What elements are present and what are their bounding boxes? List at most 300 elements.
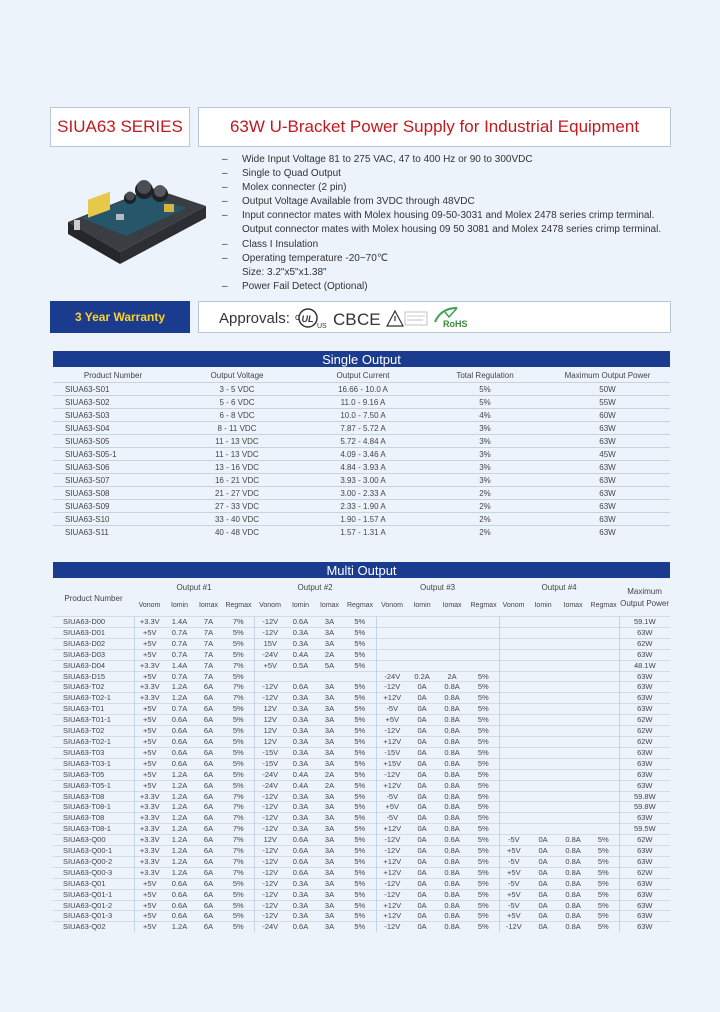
table-cell: 0A (408, 922, 436, 932)
table-cell: 0.3A (286, 736, 315, 747)
table-cell: 5% (468, 769, 499, 780)
table-cell: 5% (344, 693, 376, 704)
table-cell: 7% (223, 846, 254, 857)
table-cell (528, 704, 558, 715)
table-cell: 12V (254, 715, 286, 726)
table-cell: 5% (223, 627, 254, 638)
table-cell: 3A (315, 758, 344, 769)
table-cell: -12V (254, 682, 286, 693)
table-cell: 0A (408, 878, 436, 889)
table-cell (558, 813, 588, 824)
table-row (53, 660, 670, 671)
table-cell: 63W (545, 526, 670, 539)
table-cell: 5% (468, 704, 499, 715)
product-number: SIUA63-D15 (53, 671, 134, 682)
table-cell (588, 682, 619, 693)
table-cell: 0.8A (436, 889, 468, 900)
table-cell: 0.3A (286, 824, 315, 835)
product-number: SIUA63-T08-1 (53, 802, 134, 813)
table-cell: +3.3V (134, 824, 165, 835)
table-cell: 0A (408, 693, 436, 704)
table-cell: 62W (619, 736, 670, 747)
table-cell: 5% (344, 911, 376, 922)
table-cell (558, 693, 588, 704)
table-cell: +3.3V (134, 846, 165, 857)
table-cell: +5V (134, 704, 165, 715)
us-mark-text: US (317, 323, 327, 330)
table-cell: 2% (425, 500, 545, 513)
table-cell (468, 660, 499, 671)
table-cell: 0.8A (558, 911, 588, 922)
table-cell: 3% (425, 448, 545, 461)
table-cell: 5% (588, 889, 619, 900)
table-cell: +5V (134, 627, 165, 638)
table-cell (528, 780, 558, 791)
table-cell: -12V (254, 846, 286, 857)
table-cell: 0A (408, 758, 436, 769)
table-cell: 2A (436, 671, 468, 682)
table-cell: 0.6A (286, 682, 315, 693)
table-cell: 5 - 6 VDC (173, 396, 301, 409)
table-cell (499, 736, 528, 747)
table-cell: 3A (315, 911, 344, 922)
table-cell: 0.3A (286, 878, 315, 889)
table-cell (558, 802, 588, 813)
table-cell (499, 649, 528, 660)
table-cell: 5A (315, 660, 344, 671)
table-cell: 27 - 33 VDC (173, 500, 301, 513)
table-cell: -12V (376, 878, 408, 889)
bullet-dash: – (222, 196, 228, 208)
table-cell (528, 726, 558, 737)
table-cell: +3.3V (134, 867, 165, 878)
table-cell: 6A (194, 900, 223, 911)
table-cell: 6A (194, 682, 223, 693)
table-cell: +3.3V (134, 791, 165, 802)
table-cell: -12V (254, 693, 286, 704)
warning-mark-icon (387, 311, 427, 326)
table-cell: -12V (254, 856, 286, 867)
table-cell: 6A (194, 856, 223, 867)
table-cell: 5% (468, 758, 499, 769)
product-number: SIUA63-S07 (53, 474, 173, 487)
table-cell: 5% (468, 736, 499, 747)
table-cell: 63W (619, 813, 670, 824)
table-cell: 6A (194, 693, 223, 704)
output-group-header: Output #1 (176, 582, 212, 592)
table-cell: -5V (376, 704, 408, 715)
table-cell: 59.8W (619, 802, 670, 813)
product-number: SIUA63-T02-1 (53, 693, 134, 704)
table-cell: 5% (223, 769, 254, 780)
table-cell: 6A (194, 878, 223, 889)
table-cell: 1.2A (165, 835, 194, 846)
table-cell: 5% (588, 911, 619, 922)
table-cell: -12V (254, 900, 286, 911)
table-cell: 1.57 - 1.31 A (301, 526, 425, 539)
table-cell: 0.4A (286, 780, 315, 791)
table-cell: 3A (315, 627, 344, 638)
table-row (53, 513, 670, 526)
table-cell: 63W (619, 671, 670, 682)
table-cell: 0.6A (286, 867, 315, 878)
table-cell: +3.3V (134, 813, 165, 824)
table-cell (558, 780, 588, 791)
column-subheader: Iomin (291, 601, 310, 609)
table-cell: 1.2A (165, 791, 194, 802)
table-cell: 0.3A (286, 715, 315, 726)
table-cell: 0.7A (165, 704, 194, 715)
table-cell: 5% (344, 856, 376, 867)
table-cell: 0A (408, 900, 436, 911)
table-cell: 8 - 11 VDC (173, 422, 301, 435)
table-cell: +12V (376, 911, 408, 922)
table-cell (376, 617, 408, 628)
table-cell: 63W (619, 900, 670, 911)
table-cell (436, 627, 468, 638)
table-cell: 0.6A (286, 922, 315, 932)
table-cell: 0A (408, 682, 436, 693)
table-row (53, 448, 670, 461)
feature-item (222, 181, 692, 195)
table-cell: 0A (408, 791, 436, 802)
rohs-mark-icon (435, 308, 468, 329)
table-cell: 0.8A (436, 682, 468, 693)
table-cell: 0.3A (286, 627, 315, 638)
table-cell: -12V (376, 922, 408, 932)
table-cell: -15V (254, 758, 286, 769)
table-cell: 1.2A (165, 780, 194, 791)
feature-item (222, 238, 692, 252)
table-cell: 6A (194, 769, 223, 780)
table-cell: 63W (619, 769, 670, 780)
table-cell: 0.8A (558, 889, 588, 900)
table-cell: -5V (376, 813, 408, 824)
feature-item (222, 280, 692, 294)
table-cell (528, 791, 558, 802)
table-cell: 0.6A (436, 835, 468, 846)
table-cell: 5% (344, 813, 376, 824)
table-row (53, 526, 670, 539)
multi-output-bar (53, 562, 670, 578)
table-cell: 0.8A (436, 693, 468, 704)
product-number: SIUA63-Q01-1 (53, 889, 134, 900)
table-cell: 63W (619, 693, 670, 704)
table-cell: -5V (499, 856, 528, 867)
table-cell: 16 - 21 VDC (173, 474, 301, 487)
table-cell: 0.3A (286, 758, 315, 769)
table-cell: 5% (468, 747, 499, 758)
feature-item (222, 167, 692, 181)
feature-text: Input connector mates with Molex housing 09-50-3031 and Molex 2478 series crimp terminal. (242, 210, 655, 222)
table-cell: +5V (134, 747, 165, 758)
table-cell: 5% (468, 824, 499, 835)
table-cell: 63W (619, 758, 670, 769)
table-row (53, 769, 670, 780)
table-cell: +5V (376, 715, 408, 726)
table-cell: 0A (408, 824, 436, 835)
table-cell: 3.00 - 2.33 A (301, 487, 425, 500)
table-cell: -24V (376, 671, 408, 682)
product-number: SIUA63-T01-1 (53, 715, 134, 726)
table-cell: -12V (254, 617, 286, 628)
table-cell: 63W (619, 922, 670, 932)
table-cell: -12V (376, 835, 408, 846)
product-number: SIUA63-S01 (53, 383, 173, 396)
warranty-badge (50, 301, 190, 333)
table-cell: 0.8A (436, 758, 468, 769)
table-cell: 0A (408, 704, 436, 715)
table-cell (558, 758, 588, 769)
table-cell: 5% (344, 758, 376, 769)
column-subheader: Iomin (534, 601, 552, 609)
table-cell: 5% (223, 889, 254, 900)
table-cell: 12V (254, 736, 286, 747)
table-cell: 0.8A (436, 878, 468, 889)
table-cell: 5% (588, 922, 619, 932)
table-cell: +5V (134, 900, 165, 911)
table-cell: 11.0 - 9.16 A (301, 396, 425, 409)
table-cell: -12V (254, 867, 286, 878)
table-cell: 5% (468, 693, 499, 704)
feature-item (222, 209, 692, 223)
table-row (53, 758, 670, 769)
table-cell (376, 660, 408, 671)
table-cell: 0.3A (286, 704, 315, 715)
table-cell: 5% (344, 878, 376, 889)
column-subheader: Iomax (198, 601, 219, 609)
table-cell: 3A (315, 835, 344, 846)
product-number: SIUA63-S09 (53, 500, 173, 513)
table-cell: 0.3A (286, 726, 315, 737)
ul-mark-text: UL (301, 314, 314, 324)
product-number: SIUA63-D04 (53, 660, 134, 671)
table-cell: 6A (194, 715, 223, 726)
table-cell: +5V (134, 769, 165, 780)
table-cell: 50W (545, 383, 670, 396)
table-cell (558, 660, 588, 671)
table-cell: 0A (408, 856, 436, 867)
table-cell: 63W (545, 435, 670, 448)
feature-text: Operating temperature -20~70℃ (242, 252, 389, 264)
table-cell: +3.3V (134, 693, 165, 704)
table-cell: 7A (194, 671, 223, 682)
table-cell: 5% (588, 835, 619, 846)
table-cell: 5% (468, 682, 499, 693)
table-cell: +5V (134, 638, 165, 649)
table-cell: 3A (315, 802, 344, 813)
table-cell: 6A (194, 736, 223, 747)
table-cell: +12V (376, 867, 408, 878)
table-cell: 21 - 27 VDC (173, 487, 301, 500)
table-cell: 0A (408, 835, 436, 846)
table-cell: 5% (425, 383, 545, 396)
table-cell: -12V (254, 791, 286, 802)
feature-list (222, 153, 692, 294)
table-cell (528, 736, 558, 747)
table-cell: 12V (254, 726, 286, 737)
table-cell (528, 617, 558, 628)
table-cell: +5V (499, 846, 528, 857)
table-cell: 7% (223, 682, 254, 693)
feature-text: Molex connecter (2 pin) (242, 182, 347, 194)
table-row (53, 435, 670, 448)
column-header: Maximum Output Power (620, 587, 670, 608)
table-cell (588, 715, 619, 726)
table-cell (528, 824, 558, 835)
approvals-box (198, 301, 671, 333)
table-cell: 5% (468, 715, 499, 726)
table-cell (499, 682, 528, 693)
table-cell: 6A (194, 758, 223, 769)
table-cell: 5% (223, 878, 254, 889)
table-cell (588, 747, 619, 758)
table-cell: +5V (499, 911, 528, 922)
table-row (53, 715, 670, 726)
table-cell: 5% (588, 867, 619, 878)
column-subheader: Iomax (442, 601, 462, 609)
table-cell: 5% (468, 791, 499, 802)
table-cell: 63W (619, 846, 670, 857)
table-cell (499, 704, 528, 715)
table-cell: 0.3A (286, 900, 315, 911)
table-cell: 5% (468, 846, 499, 857)
table-cell: +5V (134, 671, 165, 682)
table-cell: 2% (425, 513, 545, 526)
column-subheader: Regmax (346, 601, 374, 609)
table-cell: 5% (344, 802, 376, 813)
table-cell: 7% (223, 693, 254, 704)
table-cell: 0A (408, 726, 436, 737)
bullet-dash: – (222, 280, 228, 292)
product-number: SIUA63-Q00-2 (53, 856, 134, 867)
table-cell: 63W (619, 780, 670, 791)
table-cell: 3% (425, 474, 545, 487)
table-cell: -12V (254, 627, 286, 638)
table-cell: 6 - 8 VDC (173, 409, 301, 422)
table-cell: 5% (344, 747, 376, 758)
table-cell (558, 791, 588, 802)
table-cell: 3A (315, 704, 344, 715)
table-cell: 12V (254, 835, 286, 846)
table-cell (528, 802, 558, 813)
table-cell: 0.8A (436, 704, 468, 715)
table-cell: 3% (425, 461, 545, 474)
table-cell: 59.1W (619, 617, 670, 628)
table-cell: -24V (254, 769, 286, 780)
table-cell (468, 638, 499, 649)
cb-mark-text: CB (333, 310, 357, 329)
table-cell: 12V (254, 704, 286, 715)
table-cell (588, 704, 619, 715)
table-row (53, 813, 670, 824)
table-cell: 11 - 13 VDC (173, 435, 301, 448)
table-cell: 0.8A (436, 824, 468, 835)
table-cell: +5V (134, 726, 165, 737)
table-cell: 1.4A (165, 617, 194, 628)
table-cell: 6A (194, 802, 223, 813)
column-subheader: Iomin (413, 601, 431, 609)
column-subheader: Regmax (590, 601, 617, 609)
bullet-dash: – (222, 154, 228, 165)
table-cell: 3A (315, 747, 344, 758)
table-cell: 3A (315, 867, 344, 878)
approvals-label: Approvals: (219, 310, 290, 327)
table-cell: 0.7A (165, 638, 194, 649)
table-cell: 5% (223, 736, 254, 747)
table-cell: 5% (223, 922, 254, 932)
table-cell: 5% (223, 649, 254, 660)
table-cell: 2A (315, 649, 344, 660)
table-cell: 0A (408, 747, 436, 758)
product-number: SIUA63-T05 (53, 769, 134, 780)
table-cell: +5V (499, 889, 528, 900)
feature-item (222, 223, 692, 237)
table-cell: 7A (194, 617, 223, 628)
table-cell (588, 824, 619, 835)
table-cell: 1.2A (165, 824, 194, 835)
feature-text: Class I Insulation (242, 238, 319, 250)
table-cell: 6A (194, 824, 223, 835)
table-row (53, 704, 670, 715)
table-cell: 3 - 5 VDC (173, 383, 301, 396)
feature-text: Power Fail Detect (Optional) (242, 280, 368, 292)
table-cell (408, 627, 436, 638)
table-cell: 5% (468, 856, 499, 867)
table-cell: 0A (408, 780, 436, 791)
table-cell (376, 649, 408, 660)
feature-text: Output connector mates with Molex housing 09 50 3081 and Molex 2478 series crimp terminal. (242, 224, 662, 236)
product-number: SIUA63-Q00-1 (53, 846, 134, 857)
table-cell: 0.3A (286, 791, 315, 802)
table-cell (588, 726, 619, 737)
table-cell: -15V (254, 747, 286, 758)
table-cell: 0.8A (558, 900, 588, 911)
table-cell: 0.6A (286, 846, 315, 857)
column-header: Product Number (64, 593, 123, 603)
table-cell (588, 671, 619, 682)
table-cell: -12V (376, 682, 408, 693)
column-header: Output Voltage (210, 371, 264, 380)
table-cell: 5% (344, 649, 376, 660)
table-cell: 3A (315, 813, 344, 824)
table-cell: 5% (468, 878, 499, 889)
table-row (53, 487, 670, 500)
table-cell: 5% (344, 824, 376, 835)
table-cell: 3A (315, 824, 344, 835)
product-number: SIUA63-S04 (53, 422, 173, 435)
table-cell (558, 824, 588, 835)
table-cell: 0.8A (558, 856, 588, 867)
table-cell: 63W (619, 878, 670, 889)
table-cell: +5V (134, 911, 165, 922)
table-cell: 3A (315, 922, 344, 932)
table-cell: 63W (619, 627, 670, 638)
table-cell (376, 638, 408, 649)
product-number: SIUA63-Q02 (53, 922, 134, 932)
table-cell: 5% (344, 627, 376, 638)
table-cell: 5% (344, 704, 376, 715)
table-cell: 5% (344, 900, 376, 911)
table-cell: 0.3A (286, 638, 315, 649)
table-cell: 63W (545, 487, 670, 500)
table-cell (588, 736, 619, 747)
table-cell: 5% (344, 835, 376, 846)
table-cell: -5V (376, 791, 408, 802)
table-cell: 1.2A (165, 856, 194, 867)
table-cell (499, 780, 528, 791)
product-number: SIUA63-Q01-3 (53, 911, 134, 922)
